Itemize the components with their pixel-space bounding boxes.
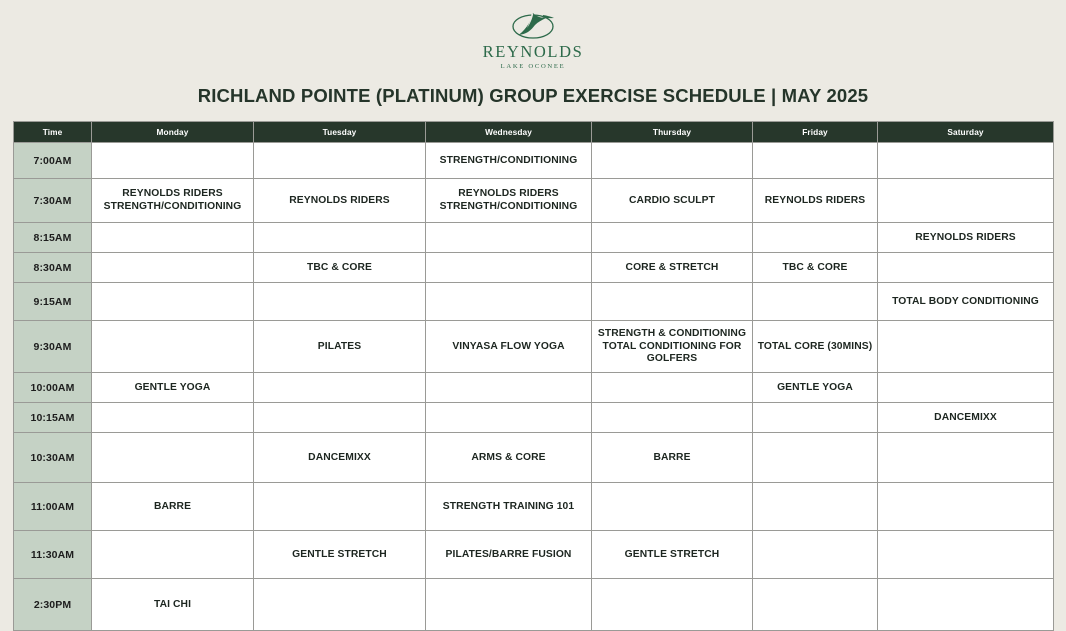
class-entry-line: GENTLE YOGA [777,381,853,393]
class-entry-line: STRENGTH/CONDITIONING [439,200,578,212]
empty-slot [592,143,753,179]
class-entry-line: REYNOLDS RIDERS [122,188,223,200]
class-entry-line: REYNOLDS RIDERS [764,194,866,206]
table-row [14,433,1054,483]
class-entry[interactable] [92,179,254,223]
class-entry-line: TOTAL CONDITIONING FOR [602,340,742,352]
table-row [14,143,1054,179]
empty-slot [592,403,753,433]
class-entry-line: TBC & CORE [782,261,848,273]
empty-slot [254,373,426,403]
table-row [14,483,1054,531]
empty-slot [753,579,878,631]
class-entry-line: STRENGTH/CONDITIONING [103,200,242,212]
table-row [14,223,1054,253]
time-label: 9:15AM [14,283,92,321]
table-row [14,179,1054,223]
class-entry[interactable] [426,179,592,223]
class-entry[interactable] [254,253,426,283]
time-label: 2:30PM [14,579,92,631]
class-entry-line: STRENGTH TRAINING 101 [442,500,575,512]
column-header-time: Time [14,122,92,143]
empty-slot [426,579,592,631]
empty-slot [878,321,1054,373]
empty-slot [878,531,1054,579]
class-entry[interactable] [592,253,753,283]
empty-slot [426,283,592,321]
class-entry-line: TOTAL CORE (30MINS) [757,340,873,352]
group-exercise-schedule-table [13,121,1054,631]
class-entry[interactable] [254,321,426,373]
class-entry[interactable] [426,483,592,531]
class-entry[interactable] [878,223,1054,253]
empty-slot [92,321,254,373]
time-label: 11:30AM [14,531,92,579]
column-header-saturday: Saturday [878,122,1054,143]
class-entry[interactable] [426,531,592,579]
column-header-wednesday: Wednesday [426,122,592,143]
time-label: 8:15AM [14,223,92,253]
time-label: 10:00AM [14,373,92,403]
class-entry-line: GENTLE STRETCH [292,548,387,560]
class-entry-line: VINYASA FLOW YOGA [452,340,565,352]
empty-slot [254,403,426,433]
empty-slot [254,283,426,321]
table-row [14,373,1054,403]
brand-subtitle: LAKE OCONEE [500,62,566,70]
table-header [14,122,1054,143]
empty-slot [592,483,753,531]
empty-slot [426,403,592,433]
time-label: 10:30AM [14,433,92,483]
class-entry-line: REYNOLDS RIDERS [289,194,390,206]
empty-slot [592,283,753,321]
class-entry-line: BARRE [153,500,192,512]
class-entry[interactable] [592,433,753,483]
table-row [14,579,1054,631]
time-label: 9:30AM [14,321,92,373]
header-row [14,122,1054,143]
class-entry[interactable] [753,321,878,373]
empty-slot [878,579,1054,631]
empty-slot [92,253,254,283]
class-entry-line: DANCEMIXX [308,451,371,463]
empty-slot [592,373,753,403]
class-entry[interactable] [254,179,426,223]
class-entry[interactable] [592,179,753,223]
column-header-tuesday: Tuesday [254,122,426,143]
class-entry[interactable] [753,253,878,283]
empty-slot [878,253,1054,283]
empty-slot [753,143,878,179]
empty-slot [254,223,426,253]
class-entry-line: ARMS & CORE [471,451,546,463]
page-title: RICHLAND POINTE (PLATINUM) GROUP EXERCISE SCHEDULE | MAY 2025 [197,85,869,107]
class-entry-line: PILATES [317,340,362,352]
empty-slot [878,373,1054,403]
empty-slot [592,579,753,631]
time-label: 7:30AM [14,179,92,223]
class-entry-line: CORE & STRETCH [625,261,719,273]
empty-slot [878,483,1054,531]
empty-slot [254,483,426,531]
empty-slot [92,223,254,253]
empty-slot [254,579,426,631]
class-entry-line: REYNOLDS RIDERS [458,188,559,200]
class-entry[interactable] [426,321,592,373]
empty-slot [92,283,254,321]
class-entry-line: CARDIO SCULPT [629,194,715,206]
class-entry[interactable] [426,143,592,179]
table-body [14,143,1054,631]
empty-slot [92,433,254,483]
column-header-monday: Monday [92,122,254,143]
empty-slot [753,283,878,321]
class-entry[interactable] [426,433,592,483]
class-entry[interactable] [254,433,426,483]
class-entry-line: PILATES/BARRE FUSION [445,548,572,560]
table-row [14,283,1054,321]
class-entry[interactable] [753,179,878,223]
table-row [14,321,1054,373]
schedule-table-wrapper [13,121,1053,631]
empty-slot [753,403,878,433]
empty-slot [878,143,1054,179]
class-entry[interactable] [592,531,753,579]
class-entry[interactable] [878,403,1054,433]
time-label: 10:15AM [14,403,92,433]
empty-slot [92,143,254,179]
brand-logo [0,0,1066,70]
table-row [14,403,1054,433]
class-entry[interactable] [92,483,254,531]
empty-slot [426,253,592,283]
empty-slot [592,223,753,253]
empty-slot [92,531,254,579]
brand-name: REYNOLDS [482,42,584,61]
empty-slot [753,223,878,253]
class-entry-line: STRENGTH/CONDITIONING [439,154,578,166]
empty-slot [753,531,878,579]
class-entry-line: TBC & CORE [306,261,373,273]
time-label: 8:30AM [14,253,92,283]
empty-slot [878,179,1054,223]
flying-goose-logo-icon [496,7,570,43]
class-entry-line: BARRE [653,451,691,463]
class-entry[interactable] [92,579,254,631]
class-entry[interactable] [878,283,1054,321]
empty-slot [426,373,592,403]
empty-slot [92,403,254,433]
column-header-friday: Friday [753,122,878,143]
class-entry-line: GENTLE STRETCH [624,548,720,560]
class-entry[interactable] [254,531,426,579]
empty-slot [878,433,1054,483]
time-label: 7:00AM [14,143,92,179]
empty-slot [753,433,878,483]
class-entry-line: GENTLE YOGA [134,381,211,393]
empty-slot [254,143,426,179]
column-header-thursday: Thursday [592,122,753,143]
table-row [14,253,1054,283]
class-entry[interactable] [753,373,878,403]
class-entry-line: TAI CHI [153,598,192,610]
empty-slot [426,223,592,253]
class-entry-line: STRENGTH & CONDITIONING [597,328,747,340]
class-entry[interactable] [592,321,753,373]
table-row [14,531,1054,579]
class-entry-line: DANCEMIXX [934,411,997,423]
class-entry-line: GOLFERS [646,352,698,364]
class-entry[interactable] [92,373,254,403]
class-entry-line: REYNOLDS RIDERS [915,231,1016,243]
empty-slot [753,483,878,531]
time-label: 11:00AM [14,483,92,531]
class-entry-line: TOTAL BODY CONDITIONING [892,295,1039,307]
